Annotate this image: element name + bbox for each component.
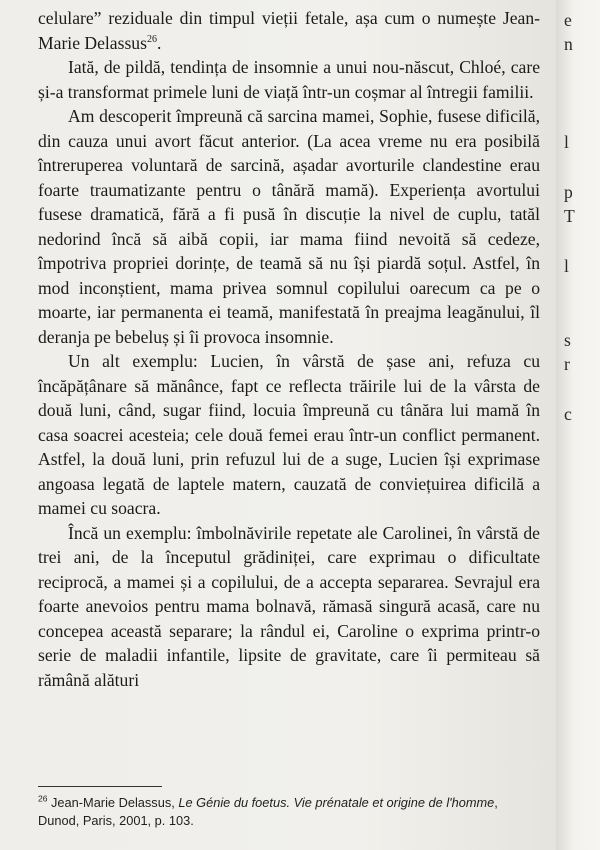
body-text [38, 6, 540, 692]
paragraph-sophie: Am descoperit împreună că sarcina mamei, Sophie, fusese dificilă, din cauza unui avort făcut anterior. (La acea vreme nu era posibilă întreruperea voluntară de sarcină, așadar avorturile clandestine erau foarte traumatizante pentru o tânără mamă). Experiența avortului fusese dramatică, fără a fi pusă în discuție la nivel de cuplu, tatăl nedorind încă să aibă copii, iar mama fiind nevoită să cedeze, împotriva propriei dorințe, de teamă să nu își piardă soțul. Astfel, în mod inconștient, mama privea somnul copilului oarecum ca pe o moarte, iar permanenta ei teamă, manifestată în preajma leagănului, îl deranja pe bebeluș și îi provoca insomnie. [38, 106, 540, 347]
footnote-ref: 26 [146, 33, 157, 45]
facing-page-edge: e n l p T l s r c [556, 0, 600, 850]
footnote: $^{26}$ Jean-Marie Delassus, Le Génie du foetus. Vie prénatale et origine de l'homme, Dunod, Paris, 2001, p. 103. [38, 793, 498, 828]
footnote-book-title: Le Génie du foetus. Vie prénatale et origine de l'homme [178, 795, 495, 810]
footnote-rule [38, 786, 162, 787]
paragraph-caroline: Încă un exemplu: îmbolnăvirile repetate ale Carolinei, în vârstă de trei ani, de la începutul grădiniței, care exprimau o dificultate reciprocă, a mamei și a copilului, de a accepta separarea. Sevrajul era foarte anevoios pentru mama bolnavă, rămasă singură acasă, care nu concepea această separare; la rândul ei, Caroline o exprima printr-o serie de maladii infantile, lipsite de gravitate, care îi permiteau să rămână alături [38, 522, 540, 690]
footnote-number: 26 [38, 793, 48, 804]
paragraph-continued: celulare” reziduale din timpul vieții fetale, așa cum o numește Jean-Marie Delassus$^{26}$. [38, 8, 540, 53]
paragraph-chloe: Iată, de pildă, tendința de insomnie a unui nou-născut, Chloé, care și-a transformat primele luni de viață într-un coșmar al întregii familii. [38, 57, 540, 102]
paragraph-lucien: Un alt exemplu: Lucien, în vârstă de șase ani, refuza cu încăpățânare să mănânce, fapt ce reflecta trăirile lui de la vârsta de două luni, când, sugar fiind, locuia împreună cu tânăra lui mamă în casa soacrei acesteia; cele două femei erau într-un conflict permanent. Astfel, la două luni, prin refuzul lui de a suge, Lucien își exprimase angoasa legată de laptele matern, cauzată de conviețuirea dificilă a mamei cu soacra. [38, 351, 540, 518]
